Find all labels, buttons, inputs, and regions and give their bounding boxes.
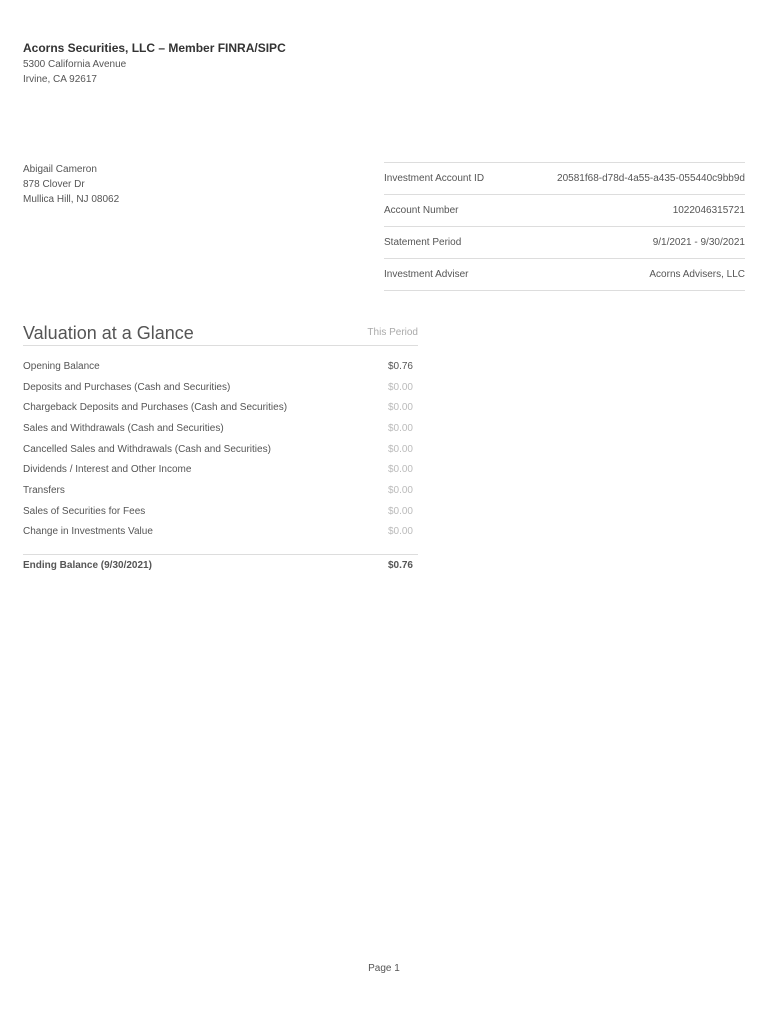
valuation-row-value: $0.00 — [387, 484, 413, 496]
valuation-row-label: Sales and Withdrawals (Cash and Securities) — [23, 422, 224, 434]
client-address — [23, 162, 119, 207]
firm-address-line-2: Irvine, CA 92617 — [23, 74, 97, 85]
valuation-row-label: Cancelled Sales and Withdrawals (Cash and Securities) — [23, 443, 271, 455]
account-info-row — [384, 259, 745, 291]
ending-balance-label: Ending Balance (9/30/2021) — [23, 559, 152, 571]
valuation-row — [23, 397, 418, 418]
valuation-row — [23, 522, 418, 543]
valuation-period-label: This Period — [367, 327, 418, 338]
account-number-value: 1022046315721 — [672, 205, 745, 216]
client-city-state: Mullica Hill, NJ 08062 — [23, 194, 120, 205]
valuation-row-value: $0.00 — [387, 443, 413, 455]
account-info-label: Account Number — [384, 205, 459, 216]
valuation-section — [23, 320, 418, 575]
valuation-row-label: Sales of Securities for Fees — [23, 505, 146, 517]
investment-account-id-value: 20581f68-d78d-4a55-a435-055440c9bb9d — [557, 173, 745, 184]
valuation-row — [23, 439, 418, 460]
valuation-row-label: Transfers — [23, 484, 65, 496]
valuation-row-value: $0.00 — [387, 526, 413, 538]
valuation-row-value: $0.00 — [387, 381, 413, 393]
firm-address-line-1: 5300 California Avenue — [23, 59, 127, 70]
valuation-row-label: Deposits and Purchases (Cash and Securities) — [23, 381, 231, 393]
valuation-row-value: $0.00 — [387, 464, 413, 476]
investment-adviser-value: Acorns Advisers, LLC — [649, 269, 745, 280]
firm-header — [23, 40, 286, 87]
valuation-row — [23, 418, 418, 439]
valuation-row-value: $0.76 — [387, 360, 413, 372]
valuation-row-label: Change in Investments Value — [23, 526, 153, 538]
account-info-label: Investment Account ID — [384, 173, 485, 184]
ending-balance-row — [23, 554, 418, 575]
account-info-label: Investment Adviser — [384, 269, 469, 280]
valuation-row — [23, 459, 418, 480]
account-info-row — [384, 227, 745, 259]
account-info-label: Statement Period — [384, 237, 462, 248]
account-info-table — [384, 162, 745, 291]
valuation-row-label: Dividends / Interest and Other Income — [23, 464, 192, 476]
valuation-row-value: $0.00 — [387, 402, 413, 414]
account-info-row — [384, 195, 745, 227]
valuation-row — [23, 501, 418, 522]
account-info-row — [384, 163, 745, 195]
valuation-title: Valuation at a Glance — [23, 323, 194, 343]
valuation-row-label: Chargeback Deposits and Purchases (Cash and Securities) — [23, 402, 288, 414]
valuation-header — [23, 320, 418, 346]
valuation-row-value: $0.00 — [387, 422, 413, 434]
firm-name: Acorns Securities, LLC – Member FINRA/SIPC — [23, 41, 286, 55]
ending-balance-value: $0.76 — [387, 559, 413, 571]
valuation-row — [23, 377, 418, 398]
page-number: Page 1 — [368, 963, 400, 974]
statement-period-value: 9/1/2021 - 9/30/2021 — [652, 237, 745, 248]
client-street: 878 Clover Dr — [23, 179, 85, 190]
valuation-rows — [23, 356, 418, 542]
client-name: Abigail Cameron — [23, 164, 97, 175]
valuation-row-value: $0.00 — [387, 505, 413, 517]
valuation-row-label: Opening Balance — [23, 360, 100, 372]
valuation-row — [23, 480, 418, 501]
valuation-row — [23, 356, 418, 377]
